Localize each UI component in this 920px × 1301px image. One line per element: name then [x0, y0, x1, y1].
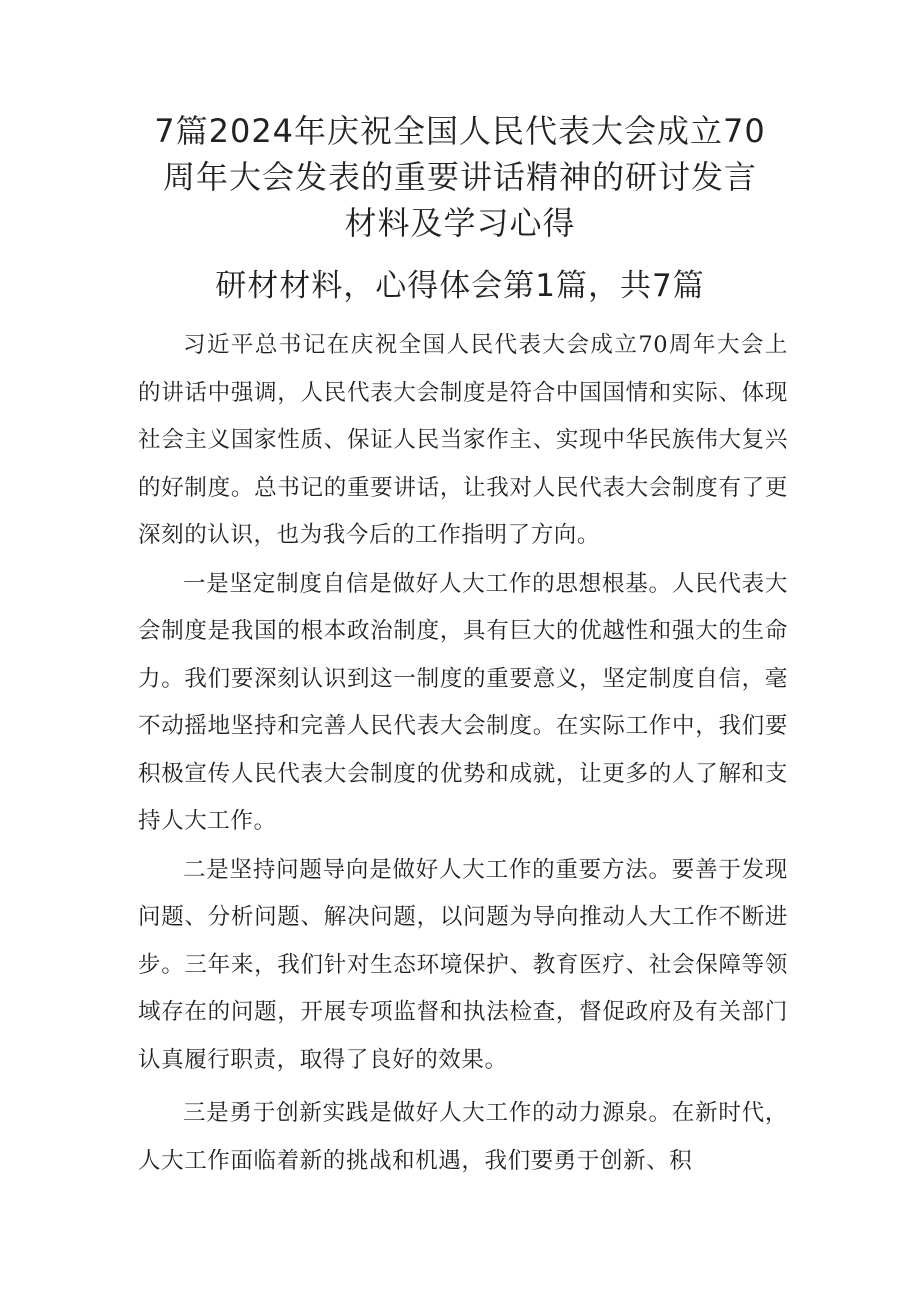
paragraph-3: 二是坚持问题导向是做好人大工作的重要方法。要善于发现问题、分析问题、解决问题，以问题为导向推动人大工作不断进步。三年来，我们针对生态环境保护、教育医疗、社会保障等领域存在的问题，开展专项监督和执法检查，督促政府及有关部门认真履行职责，取得了良好的效果。 — [138, 856, 788, 1073]
title-line-2: 周年大会发表的重要讲话精神的研讨发言 — [162, 158, 757, 196]
document-body — [138, 322, 788, 1186]
paragraph-2: 一是坚定制度自信是做好人大工作的思想根基。人民代表大会制度是我国的根本政治制度，具有巨大的优越性和强大的生命力。我们要深刻认识到这一制度的重要意义，坚定制度自信，毫不动摇地坚持和完善人民代表大会制度。在实际工作中，我们要积极宣传人民代表大会制度的优势和成就，让更多的人了解和支持人大工作。 — [138, 570, 788, 834]
title-line-3: 材料及学习心得 — [344, 204, 576, 242]
document-title — [100, 108, 820, 246]
document-subtitle: 研材材料，心得体会第1篇，共7篇 — [215, 268, 705, 304]
paragraph-1: 习近平总书记在庆祝全国人民代表大会成立70周年大会上的讲话中强调，人民代表大会制度是符合中国国情和实际、体现社会主义国家性质、保证人民当家作主、实现中华民族伟大复兴的好制度。总书记的重要讲话，让我对人民代表大会制度有了更深刻的认识，也为我今后的工作指明了方向。 — [138, 332, 788, 548]
title-line-1: 7篇2024年庆祝全国人民代表大会成立70 — [154, 112, 766, 150]
paragraph-4: 三是勇于创新实践是做好人大工作的动力源泉。在新时代，人大工作面临着新的挑战和机遇，我们要勇于创新、积 — [138, 1100, 788, 1174]
